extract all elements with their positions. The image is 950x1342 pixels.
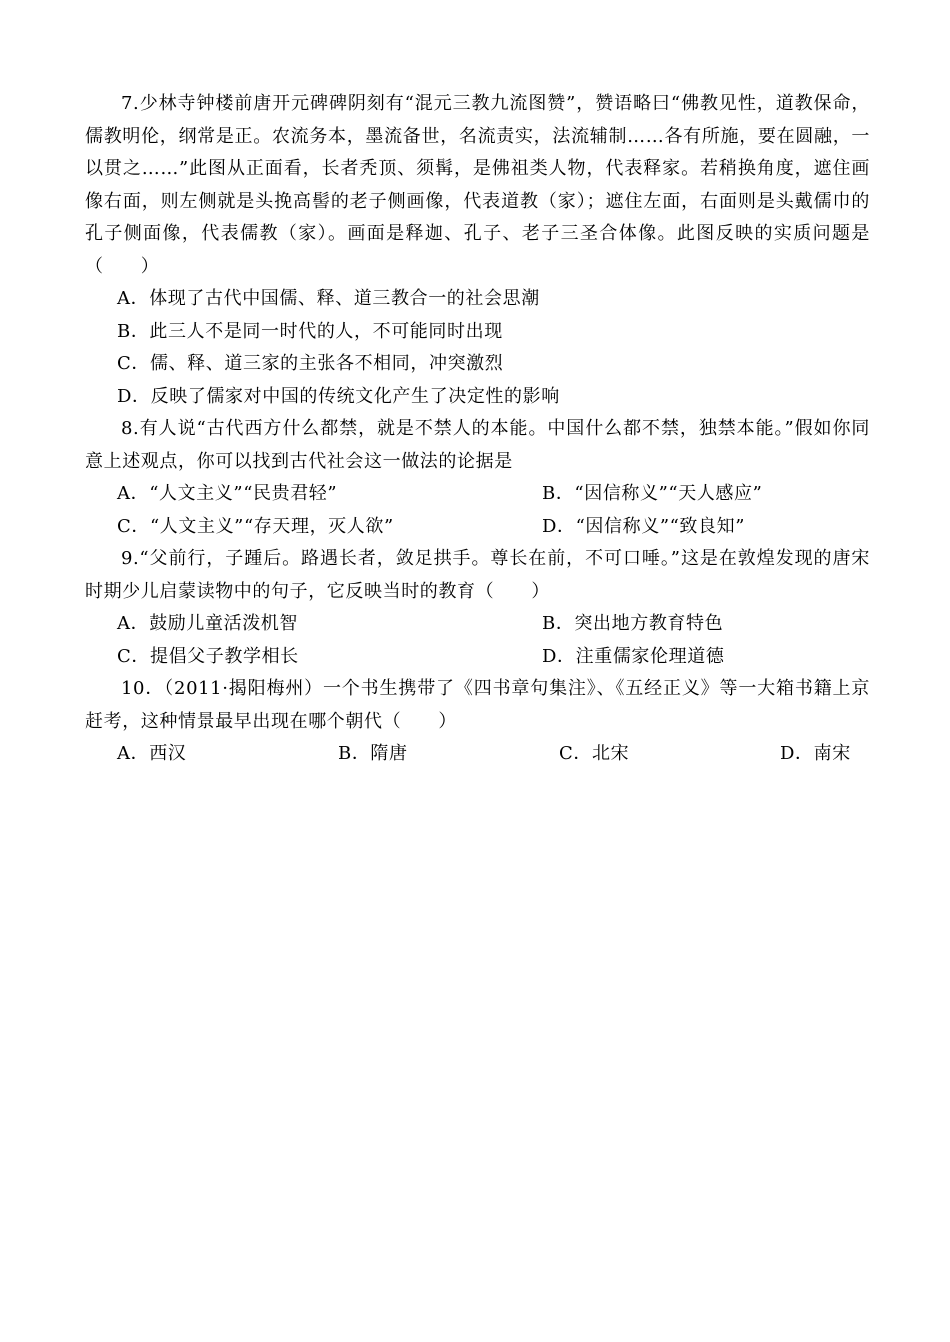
question-10-stem: 10．（2011·揭阳梅州）一个书生携带了《四书章句集注》、《五经正义》等一大箱书籍上京赶考，这种情景最早出现在哪个朝代（ ） [85,678,870,732]
question-7-option-a: A．体现了古代中国儒、释、道三教合一的社会思潮 [117,288,540,309]
question-9-option-b: B．突出地方教育特色 [542,613,724,634]
question-7-option-d: D．反映了儒家对中国的传统文化产生了决定性的影响 [117,385,560,407]
question-8-option-b: B．“因信称义”“天人感应” [542,483,763,504]
question-8-options-row-1 [85,478,870,511]
question-9-options-row-2 [85,641,870,674]
question-7-stem: 7.少林寺钟楼前唐开元碑碑阴刻有“混元三教九流图赞”，赞语略曰“佛教见性，道教保命，儒教明伦，纲常是正。农流务本，墨流备世，名流责实，法流辅制……各有所施，要在圆融，一以贯之……”此图从正面看，长者秃顶、须髯，是佛祖类人物，代表释家。若稍换角度，遮住画像右面，则左侧就是头挽高髻的老子侧画像，代表道教（家）；遮住左面，右面则是头戴儒巾的孔子侧面像，代表儒教（家）。画面是释迦、孔子、老子三圣合体像。此图反映的实质问题是（ ） [85,93,870,277]
document-page [85,88,870,771]
question-9-options-row-1 [85,608,870,641]
question-7-option-b: B．此三人不是同一时代的人，不可能同时出现 [117,320,503,342]
question-8-option-c: C．“人文主义”“存天理，灭人欲” [117,515,394,537]
question-9-option-d: D．注重儒家伦理道德 [542,645,725,667]
question-9-option-c: C．提倡父子教学相长 [117,645,299,667]
question-10-option-c: C．北宋 [559,743,630,764]
question-10-option-d: D．南宋 [780,743,851,764]
question-10-option-b: B．隋唐 [338,743,408,764]
question-8-option-d: D．“因信称义”“致良知” [542,515,746,537]
question-7-option-c: C．儒、释、道三家的主张各不相同，冲突激烈 [117,353,504,374]
question-8-stem: 8.有人说“古代西方什么都禁，就是不禁人的本能。中国什么都不禁，独禁本能。”假如你同意上述观点，你可以找到古代社会这一做法的论据是 [85,418,870,472]
question-9-stem: 9.“父前行，子踵后。路遇长者，敛足拱手。尊长在前，不可口唾。”这是在敦煌发现的唐宋时期少儿启蒙读物中的句子，它反映当时的教育（ ） [85,548,870,602]
question-8-option-a: A．“人文主义”“民贵君轻” [117,483,338,504]
question-8-options-row-2 [85,511,870,544]
question-10-option-a: A．西汉 [117,743,187,764]
question-9-option-a: A．鼓励儿童活泼机智 [117,613,298,634]
question-10-options-row [85,738,870,771]
